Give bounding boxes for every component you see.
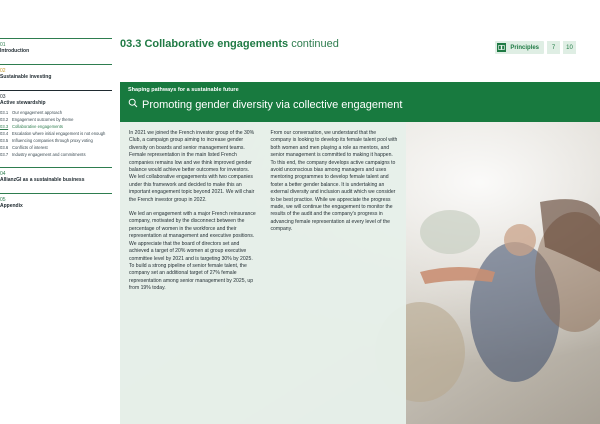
sidebar-item-engagement-outcomes[interactable] bbox=[0, 117, 112, 122]
sidebar-item-collaborative-engagements[interactable] bbox=[0, 124, 112, 129]
banner-headline-text: Promoting gender diversity via collective engagement bbox=[142, 98, 403, 111]
paragraph: We led an engagement with a major French reinsurance company, motivated by the disconnect between the percentage of women in the workforce and their representation at management and executive positions. We appreciate that the board of directors set and achieved a target of 20% women at group executive committee level by 2021 and is targeting 30% by 2025. To build a strong pipeline of senior female talent, the company set an additional target of 27% female representation among senior management by 2025, up from 19% today. bbox=[129, 211, 256, 292]
subsection-list bbox=[0, 110, 112, 157]
search-icon bbox=[128, 98, 142, 112]
page-link-10[interactable]: 10 bbox=[563, 41, 576, 54]
principles-book-icon bbox=[497, 43, 506, 52]
sidebar-item-industry-engagement[interactable] bbox=[0, 152, 112, 157]
banner-headline bbox=[128, 98, 592, 112]
sidebar-item-escalation[interactable] bbox=[0, 131, 112, 136]
sidebar-section-sustainable-investing[interactable] bbox=[0, 64, 112, 80]
section-title: Introduction bbox=[0, 48, 30, 54]
principles-button[interactable] bbox=[495, 41, 544, 54]
section-number: 01 bbox=[0, 42, 6, 48]
sidebar-item-proxy-voting[interactable] bbox=[0, 138, 112, 143]
subsection-label: Our engagement approach bbox=[12, 110, 63, 115]
subsection-label: Industry engagement and commitments bbox=[12, 152, 86, 157]
sidebar-section-active-stewardship[interactable] bbox=[0, 90, 112, 157]
text-column-left bbox=[129, 130, 257, 300]
subsection-label: Influencing companies through proxy voting bbox=[12, 138, 93, 143]
paragraph: From our conversation, we understand that the company is looking to develop its female talent pool with both women and men playing a role as mentors, and senior management is committed to making it happen. To this end, the company develops active campaigns to avoid unconscious bias among managers and uses mentoring programmes to develop female talent and foster a better gender balance. It is undertaking an external diversity and inclusion audit which we consider to be best practice. While we appreciate the progress made, we will continue the engagement to monitor the results of the audit and the company's progress in advancing female representation at every level of the company. bbox=[270, 130, 398, 233]
subsection-number: 03.6 bbox=[0, 145, 9, 150]
section-number: 02 bbox=[0, 68, 6, 74]
subsection-number: 03.7 bbox=[0, 152, 9, 157]
section-title: AllianzGI as a sustainable business bbox=[0, 177, 85, 183]
subsection-label: Conflicts of interest bbox=[12, 145, 48, 150]
page-title-suffix: continued bbox=[291, 38, 339, 50]
page-title-main: 03.3 Collaborative engagements bbox=[120, 38, 289, 50]
page-link-7[interactable]: 7 bbox=[547, 41, 560, 54]
section-number: 04 bbox=[0, 171, 6, 177]
top-nav bbox=[495, 41, 576, 54]
section-title: Appendix bbox=[0, 203, 23, 209]
sidebar-item-conflicts-of-interest[interactable] bbox=[0, 145, 112, 150]
section-banner bbox=[120, 82, 600, 122]
section-number: 03 bbox=[0, 94, 6, 100]
subsection-number: 03.5 bbox=[0, 138, 9, 143]
section-number: 05 bbox=[0, 197, 6, 203]
section-title: Sustainable investing bbox=[0, 74, 52, 80]
sidebar-section-appendix[interactable] bbox=[0, 193, 112, 209]
subsection-number: 03.4 bbox=[0, 131, 9, 136]
subsection-label: Engagement outcomes by theme bbox=[12, 117, 74, 122]
sidebar-section-introduction[interactable] bbox=[0, 38, 112, 54]
paragraph: In 2021 we joined the French investor group of the 30% Club, a campaign group aiming to increase gender diversity on boards and senior management teams. Female representation in the main listed French companies remains low and we think improved gender balance would achieve better outcomes for investors. We led collaborative engagements with two companies under this framework and decided to make this an important engagement topic beyond 2021. We will chair the French investor group in 2022. bbox=[129, 130, 255, 203]
sidebar-nav bbox=[0, 38, 112, 219]
content-panel bbox=[120, 122, 406, 424]
banner-kicker: Shaping pathways for a sustainable future bbox=[128, 87, 239, 93]
subsection-label: Escalation where initial engagement is not enough bbox=[12, 131, 106, 136]
sidebar-section-sustainable-business[interactable] bbox=[0, 167, 112, 183]
subsection-number: 03.1 bbox=[0, 110, 9, 115]
page-title bbox=[120, 38, 339, 50]
section-title: Active stewardship bbox=[0, 100, 46, 106]
subsection-label: Collaborative engagements bbox=[12, 124, 63, 129]
subsection-number: 03.3 bbox=[0, 124, 9, 129]
subsection-number: 03.2 bbox=[0, 117, 9, 122]
text-column-right bbox=[271, 130, 399, 300]
sidebar-item-engagement-approach[interactable] bbox=[0, 110, 112, 115]
principles-label: Principles bbox=[510, 44, 539, 51]
